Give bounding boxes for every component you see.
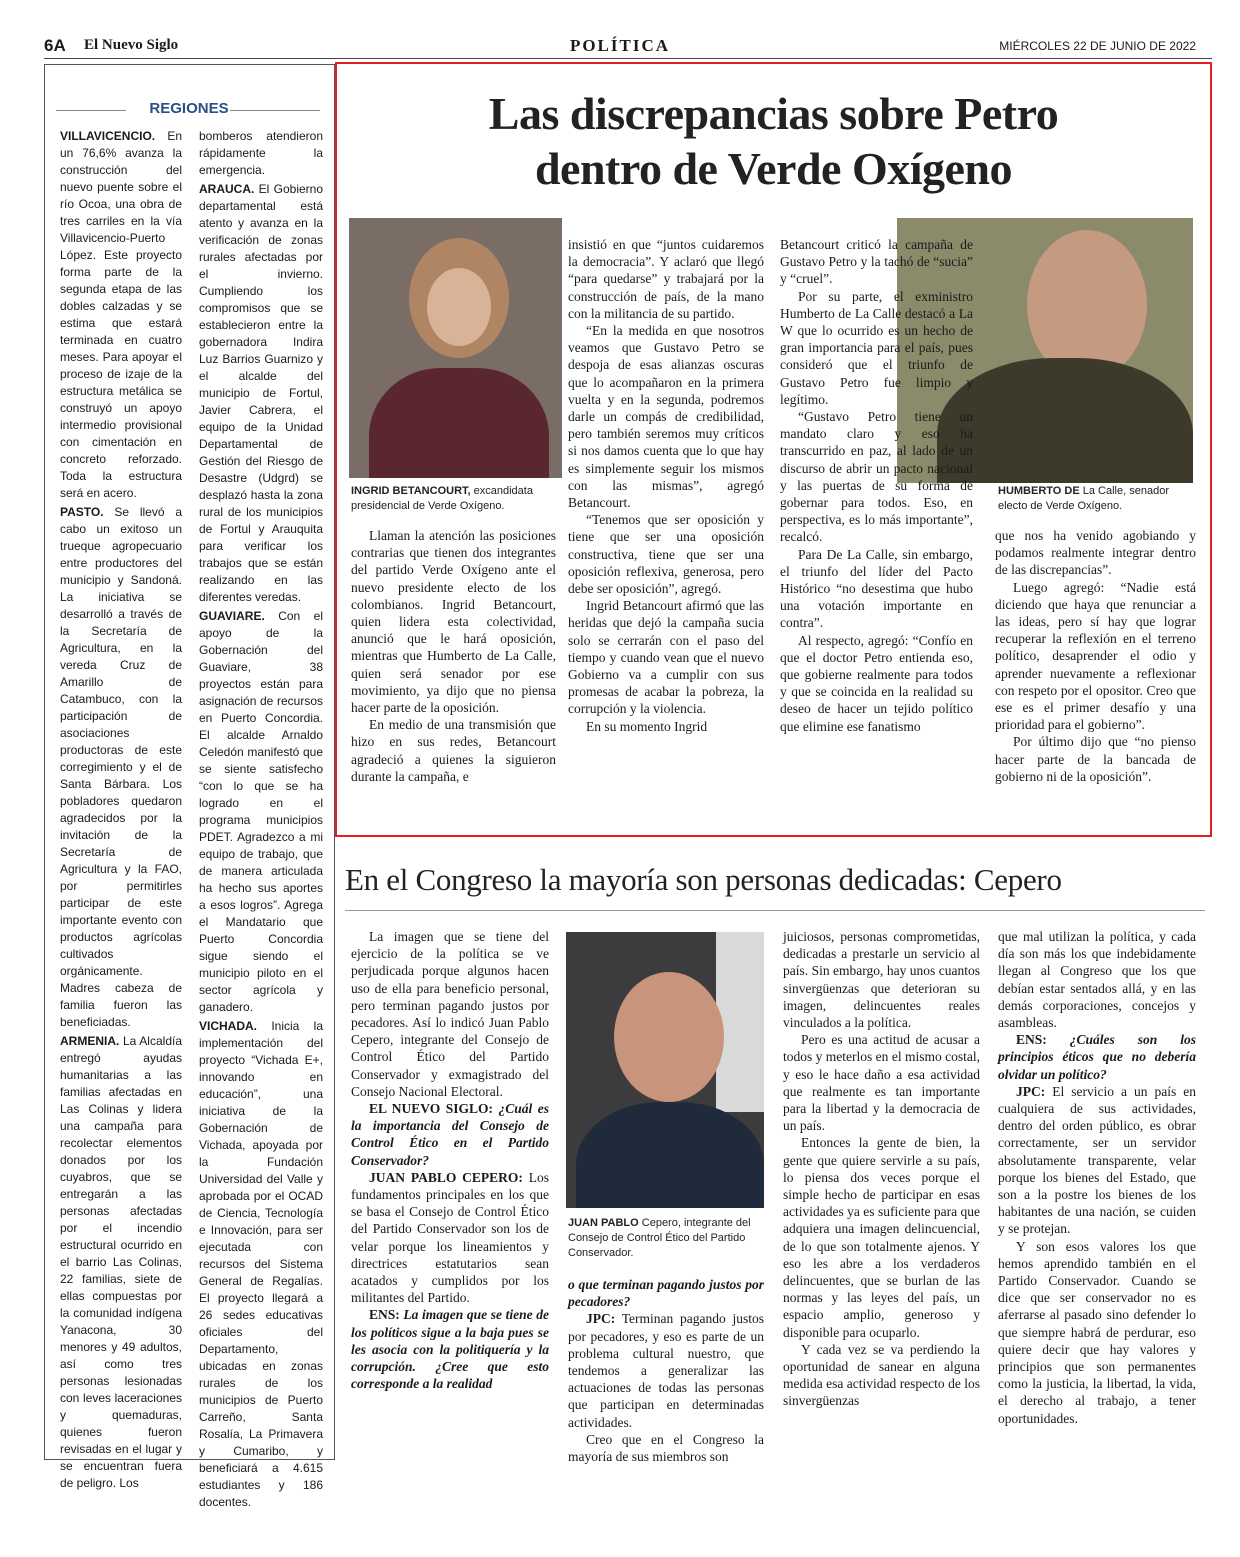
issue-date: MIÉRCOLES 22 DE JUNIO DE 2022 <box>999 39 1196 53</box>
sidebar-column-2 <box>199 128 323 1513</box>
interview-headline: En el Congreso la mayoría son personas dedicadas: Cepero <box>345 862 1062 897</box>
section-title: POLÍTICA <box>569 36 671 55</box>
photo-caption: JUAN PABLO Cepero, integrante del Consejo de Control Ético del Partido Conservador. <box>568 1217 751 1259</box>
juan-pablo-cepero-photo <box>566 932 764 1208</box>
header-divider <box>44 58 1212 59</box>
interview-column-1: La imagen que se tiene del ejercicio de la política se ve perjudicada porque algunos hacen uso de ella para beneficio personal, pero terminan pagando justos por pecadores. Así lo indicó Juan Pablo Cepero, integrante del Consejo de Control Ético del Partido Conservador y exmagistrado del Consejo Nacional Electoral. EL NUEVO SIGLO: ¿Cuál es la importancia del Consejo de Control Ético en el Partido Conservador? JUAN PABLO CEPERO: Los fundamentos principales en los que se basa el Consejo de Control Ético del Partido Conservador son los de velar porque los lineamientos y directrices estatutarios sean acatados y cumplidos por los militantes del Partido. ENS: La imagen que se tiene de los políticos sigue a la baja pues se les asocia con la politiquería y la corrupción. ¿Cree que esto corresponde a la realidad <box>351 929 549 1392</box>
interview-column-4: que mal utilizan la política, y cada día son más los que indebidamente llegan al Congreso que los que debían estar sentados allá, y en las demás corporaciones, concejos y asambleas. ENS: ¿Cuáles son los principios éticos que no debería olvidar un político? JPC: El servicio a un país en cualquiera de sus actividades, dentro del orden público, es obrar correctamente, ser un servidor absolutamente transparente, velar porque los bienes del Estado, que son a la postre los bienes de los habitantes de una nación, se cuiden y se protejan. Y son esos valores los que hemos aprendido también en el Partido Conservador. Cuando se dice que ser conservador no es aferrarse al pasado sino defender lo que siempre habrá de perdurar, eso quiere decir que hay valores y principios que son permanentes como la justicia, la libertad, la vida, el derecho al trabajo, a tener oportunidades. <box>998 929 1196 1426</box>
sidebar-column-1 <box>60 128 182 1494</box>
newspaper-name: El Nuevo Siglo <box>84 37 179 53</box>
interview-column-3: juiciosos, personas comprometidas, dedicadas a prestarle un servicio al país. Sin embargo, hay unos cuantos sinvergüenzas que deterioran su imagen, delincuentes reales vinculados a la política. Pero es una actitud de acusar a todos y meterlos en el mismo costal, y eso le hace daño a esa actividad que realmente es tan importante para la libertad y la democracia de un país. Entonces la gente de bien, la gente que quiere servirle a su país, lo piensa dos veces porque el simple hecho de participar en esas actividades ya es suficiente para que adquiera una imagen delincuencial, de lo que son totalmente ajenos. Y eso les abre a los verdaderos delincuentes, que se burlan de las normas y las leyes del país, un espacio amplio, generoso y disponible para ocuparlo. Y cada vez se va perdiendo la oportunidad de sanear en alguna medida esa actividad respecto de los sinvergüenzas <box>783 929 980 1409</box>
sidebar-item: bomberos atendieron rápidamente la emergencia. <box>199 129 323 177</box>
feature-column-1: Llaman la atención las posiciones contrarias que tienen dos integrantes del partido Verde Oxígeno ante el nuevo presidente electo de los colombianos. Ingrid Betancourt, quien lidera esta colectividad, anunció que le hará oposición, mientras que Humberto de La Calle, quien será senador por ese movimiento, ya dijo que no piensa hacer parte de la oposición. En medio de una transmisión que hizo en sus redes, Betancourt agradeció a quienes la siguieron durante la campaña, e <box>351 528 556 784</box>
sidebar-title: REGIONES <box>149 100 229 117</box>
sidebar-item: GUAVIARE. Con el apoyo de la Gobernación del Guaviare, 38 proyectos están para asignación de recursos en Puerto Concordia. El alcalde Arnaldo Celedón manifestó que se siente satisfecho “con lo que se ha logrado en el programa municipios PDET. Agradezco a mi equipo de trabajo, que de manera articulada ha hecho sus aportes a esos logros”. Agrega el Mandatario que Puerto Concordia sigue siendo el municipio piloto en el sector agrícola y ganadero. <box>199 609 323 1014</box>
ingrid-betancourt-photo <box>349 218 562 478</box>
featured-headline: Las discrepancias sobre Petro dentro de Verde Oxígeno <box>488 88 1059 194</box>
feature-column-2: insistió en que “juntos cuidaremos la democracia”. Y aclaró que llegó “para quedarse” y trabajará por la construcción de país, de la mano con la militancia de su partido. “En la medida en que nosotros veamos que Gustavo Petro se despoja de esas alianzas oscuras que lo acompañaron en la primera vuelta y en la segunda, podremos darle un compás de credibilidad, pero también seremos muy críticos si nos damos cuenta que lo que hay es simplemente seguir los mismos con las mismas”, agregó Betancourt. “Tenemos que ser oposición y tiene que ser una oposición constructiva, tiene que ser una oposición reflexiva, generosa, pero debe ser oposición”, agregó. Ingrid Betancourt afirmó que las heridas que dejó la campaña sucia solo se cerrarán con el paso del tiempo y cuando vean que el nuevo Gobierno va a cumplir con sus promesas de acabar la pobreza, la corrupción y la violencia. En su momento Ingrid <box>568 237 764 734</box>
sidebar-item: VICHADA. Inicia la implementación del proyecto “Vichada E+, innovando en educación”, una iniciativa de la Gobernación de Vichada, apoyada por la Fundación Universidad del Valle y aprobada por el OCAD de Ciencia, Tecnología e Innovación, para ser ejecutada con recursos del Sistema General de Regalías. El proyecto llegará a 26 sedes educativas oficiales del Departamento, ubicadas en zonas rurales de los municipios de Puerto Carreño, Santa Rosalía, La Primavera y Cumaribo, y beneficiará a 4.615 estudiantes y 186 docentes. <box>199 1019 323 1509</box>
sidebar-item: ARMENIA. La Alcaldía entregó ayudas humanitarias a las familias afectadas en Las Colinas y lidera una campaña para recolectar elementos donados por los cuyabros, que se entregarán a las personas afectadas por el incendio estructural ocurrido en el barrio Las Colinas, 22 familias, siete de ellas compuestas por la comunidad indígena Yanacona, 30 menores y 49 adultos, así como tres personas lesionadas con leves laceraciones y quemaduras, quienes fueron revisadas en el lugar y se encuentran fuera de peligro. Los <box>60 1034 182 1490</box>
feature-column-4: que nos ha venido agobiando y podamos realmente integrar dentro de las discrepancias”. Luego agregó: “Nadie está diciendo que haya que renunciar a las ideas, pero sí hay que lograr recuperar la reflexión en el terreno político, desaprender el odio y aprender nuevamente a reflexionar con respeto por el opositor. Creo que ese es el primer desafío y una prioridad para el gobierno”. Por último dijo que “no pienso hacer parte de la bancada de gobierno ni de la oposición”. <box>995 528 1196 784</box>
feature-column-3: Betancourt criticó la campaña de Gustavo Petro y la tachó de “sucia” y “cruel”. Por su parte, el exministro Humberto de La Calle destacó a La W que lo ocurrido es un hecho de gran importancia para el país, pues consideró que el triunfo de Gustavo Petro fue limpio y legítimo. “Gustavo Petro tiene un mandato claro y eso ha transcurrido en paz, al lado de un discurso de abrir un pacto nacional y las puertas de su forma de gobernar para todos. Eso, en perspectiva, es lo más importante”, recalcó. Para De La Calle, sin embargo, el triunfo del líder del Pacto Histórico “no desestima que hubo una votación importante en contra”. Al respecto, agregó: “Confío en que el doctor Petro entienda eso, que gobierne realmente para todos y que se coincida en la realidad su deseo de hacer un tejido político que elimine ese fanatismo <box>780 237 973 734</box>
headline-rule <box>345 910 1205 911</box>
sidebar-item: ARAUCA. El Gobierno departamental está atento y avanza en la verificación de zonas rurales afectadas por el invierno. Cumpliendo los compromisos que se establecieron entre la gobernadora Indira Luz Barrios Guarnizo y el alcalde del municipio de Fortul, Javier Cabrera, el equipo de la Unidad Departamental de Gestión del Riesgo de Desastre (Udgrd) se desplazó hasta la zona rural de los municipios de Fortul y Arauquita para verificar los trabajos que se están realizando en las diferentes veredas. <box>199 182 323 604</box>
photo-caption: INGRID BETANCOURT, excandidata presidencial de Verde Oxígeno. <box>351 485 533 512</box>
sidebar-item: VILLAVICENCIO. En un 76,6% avanza la construcción del nuevo puente sobre el río Ocoa, una obra de tres carriles en la vía Villavicencio-Puerto López. Este proyecto forma parte de la segunda etapa de las dobles calzadas y se estima que estará terminada en cuatro meses. Para apoyar el proceso de izaje de la estructura metálica se construyó un apoyo intermedio provisional con cimentación en concreto reforzado. Toda la estructura será en acero. <box>60 129 182 500</box>
page-number: 6A <box>44 36 66 55</box>
photo-caption: HUMBERTO DE La Calle, senador electo de Verde Oxígeno. <box>998 485 1169 512</box>
sidebar-item: PASTO. Se llevó a cabo un exitoso un trueque agropecuario entre productores del municipio y Sandoná. La iniciativa se desarrolló a través de la Secretaría de Agricultura, en la vereda Cruz de Amarillo de Catambuco, con la participación de asociaciones productoras de este corregimiento y el de Santa Bárbara. Los pobladores quedaron agradecidos por la invitación de la Secretaría de Agricultura y la FAO, por permitirles participar de este importante evento con productos agrícolas cultivados orgánicamente. Madres cabeza de familia fueron las beneficiadas. <box>60 505 182 1029</box>
interview-column-2: o que terminan pagando justos por pecadores? JPC: Terminan pagando justos por pecadores, y eso es parte de un problema cultural nuestro, que tendemos a generalizar las actuaciones de todas las personas que participan en determinadas actividades. Creo que en el Congreso la mayoría de sus miembros son <box>568 1277 764 1465</box>
